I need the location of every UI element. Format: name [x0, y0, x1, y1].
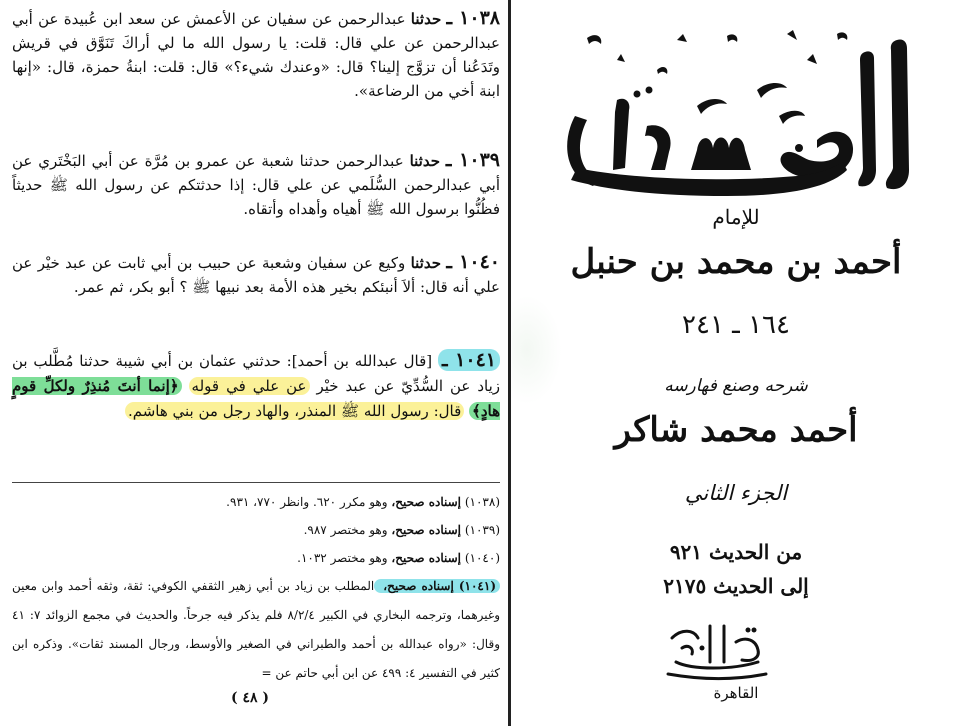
hadith-text: عبدالرحمن عن سفيان عن الأعمش عن سعد ابن عُبيدة عن أبي عبدالرحمن عن علي قال: قلت: يا رسول الله ما لي أراكَ تَنَوَّق في قريش وتَدَعُنا أن تزوَّج إلينا؟ قال: «وعندك شيء؟» قال: قلت: ابنةُ حمزة، قال: «إنها ابنة أخي من الرضاعة».: [12, 10, 500, 100]
footnote-text: وهو مختصر ١٠٣٢.: [297, 551, 388, 565]
hadith-text: وكيع عن سفيان وشعبة عن حبيب بن أبي ثابت عن عبد خيْر عن علي أنه قال: ألاَ أنبئكم بخير هذه الأمة بعد نبيها ﷺ ؟ أبو بكر، ثم عمر.: [12, 254, 500, 296]
hadith-number-highlighted: ١٠٤١ ـ: [438, 349, 500, 371]
editor-name: أحمد محمد شاكر: [614, 410, 858, 450]
footnote-grade: إسناده صحيح،: [391, 495, 462, 509]
book-spine: [508, 0, 511, 726]
page-number: ( ٤٨ ): [230, 690, 270, 706]
hadith-number: ١٠٣٨ ـ: [446, 7, 500, 29]
hadith-lead: حدثنا: [409, 152, 440, 170]
hadith-1041: [12, 348, 500, 424]
footnote-1041: [12, 572, 500, 688]
highlighted-verse: ﴿إنما أنتَ مُنذِرٌ ولكلِّ قومٍ هادٍ﴾: [12, 377, 500, 420]
hadith-number: ١٠٤٠ ـ: [446, 251, 500, 273]
footnote-highlight: [374, 579, 500, 593]
highlighted-explanation: قال: رسول الله ﷺ المنذر، والهاد رجل من بني هاشم.: [125, 402, 464, 420]
footnote-ref: (١٠٤٠): [464, 551, 500, 565]
hadith-range-to: إلى الحديث ٢١٧٥: [663, 574, 809, 598]
hadith-1038: [12, 6, 500, 103]
hadith-lead: حدثنا: [410, 254, 441, 272]
hadith-number: ١٠٣٩ ـ: [445, 149, 500, 171]
footnote-text: وهو مختصر ٩٨٧.: [303, 523, 388, 537]
footnote-1039: [12, 516, 500, 545]
imam-label: للإمام: [712, 205, 760, 229]
footnote-grade: إسناده صحيح،: [391, 551, 462, 565]
imam-name: أحمد بن محمد بن حنبل: [570, 242, 902, 282]
hadith-lead: حدثنا: [410, 10, 442, 28]
footnote-text: المطلب بن زياد بن أبي زهير الثقفي الكوفي: ثقة، وثقه أحمد وابن معين وغيرهما، وترجمه البخاري في الكبير ٨/٢/٤ فلم يذكر فيه جرحاً. والحديث في مجمع الزوائد ٧: ٤١ وقال: «رواه عبدالله بن أحمد والطبراني في الصغير والأوسط، ورجال المسند ثقات». وذكره ابن كثير في التفسير ٤: ٤٩٩ عن ابن أبي حاتم عن =: [12, 579, 500, 680]
calligraphy-title-logo: [547, 30, 922, 200]
volume-label: الجزء الثاني: [684, 481, 788, 505]
hadith-1039: [12, 148, 500, 221]
hadith-1040: [12, 250, 500, 299]
hadith-isnad: [قال عبدالله بن أحمد]: حدثني عثمان بن أبي شيبة حدثنا مُطَّلب بن زياد عن السُّدِّيّ عن عبد خيْر: [12, 352, 500, 395]
hadith-text: عبدالرحمن حدثنا شعبة عن عمرو بن مُرَّة عن أبي البَخْتَري عن أبي عبدالرحمن السُّلَمي عن علي قال: إذا حدثتكم عن رسول الله ﷺ حديثاً فظُنُّوا برسول الله ﷺ أهياه وأهداه وأتقاه.: [12, 152, 500, 218]
footnote-1040: [12, 544, 500, 573]
footnote-grade: إسناده صحيح،: [383, 579, 454, 593]
footnote-1038: [12, 488, 500, 517]
hadith-range-from: من الحديث ٩٢١: [669, 540, 803, 564]
footnote-grade: إسناده صحيح،: [391, 523, 462, 537]
footnote-ref: (١٠٤١): [458, 579, 496, 593]
footnote-divider: [12, 482, 500, 483]
footnote-ref: (١٠٣٩): [464, 523, 500, 537]
publisher-city: القاهرة: [713, 684, 759, 702]
footnote-ref: (١٠٣٨): [464, 495, 500, 509]
highlighted-phrase: عن علي في قوله: [189, 377, 310, 395]
title-page: [512, 0, 960, 726]
editor-role: شرحه وصنع فهارسه: [664, 376, 808, 396]
footnote-text: وهو مكرر ٦٢٠. وانظر ٧٧٠، ٩٣١.: [226, 495, 388, 509]
life-dates: ١٦٤ ـ ٢٤١: [682, 310, 790, 340]
